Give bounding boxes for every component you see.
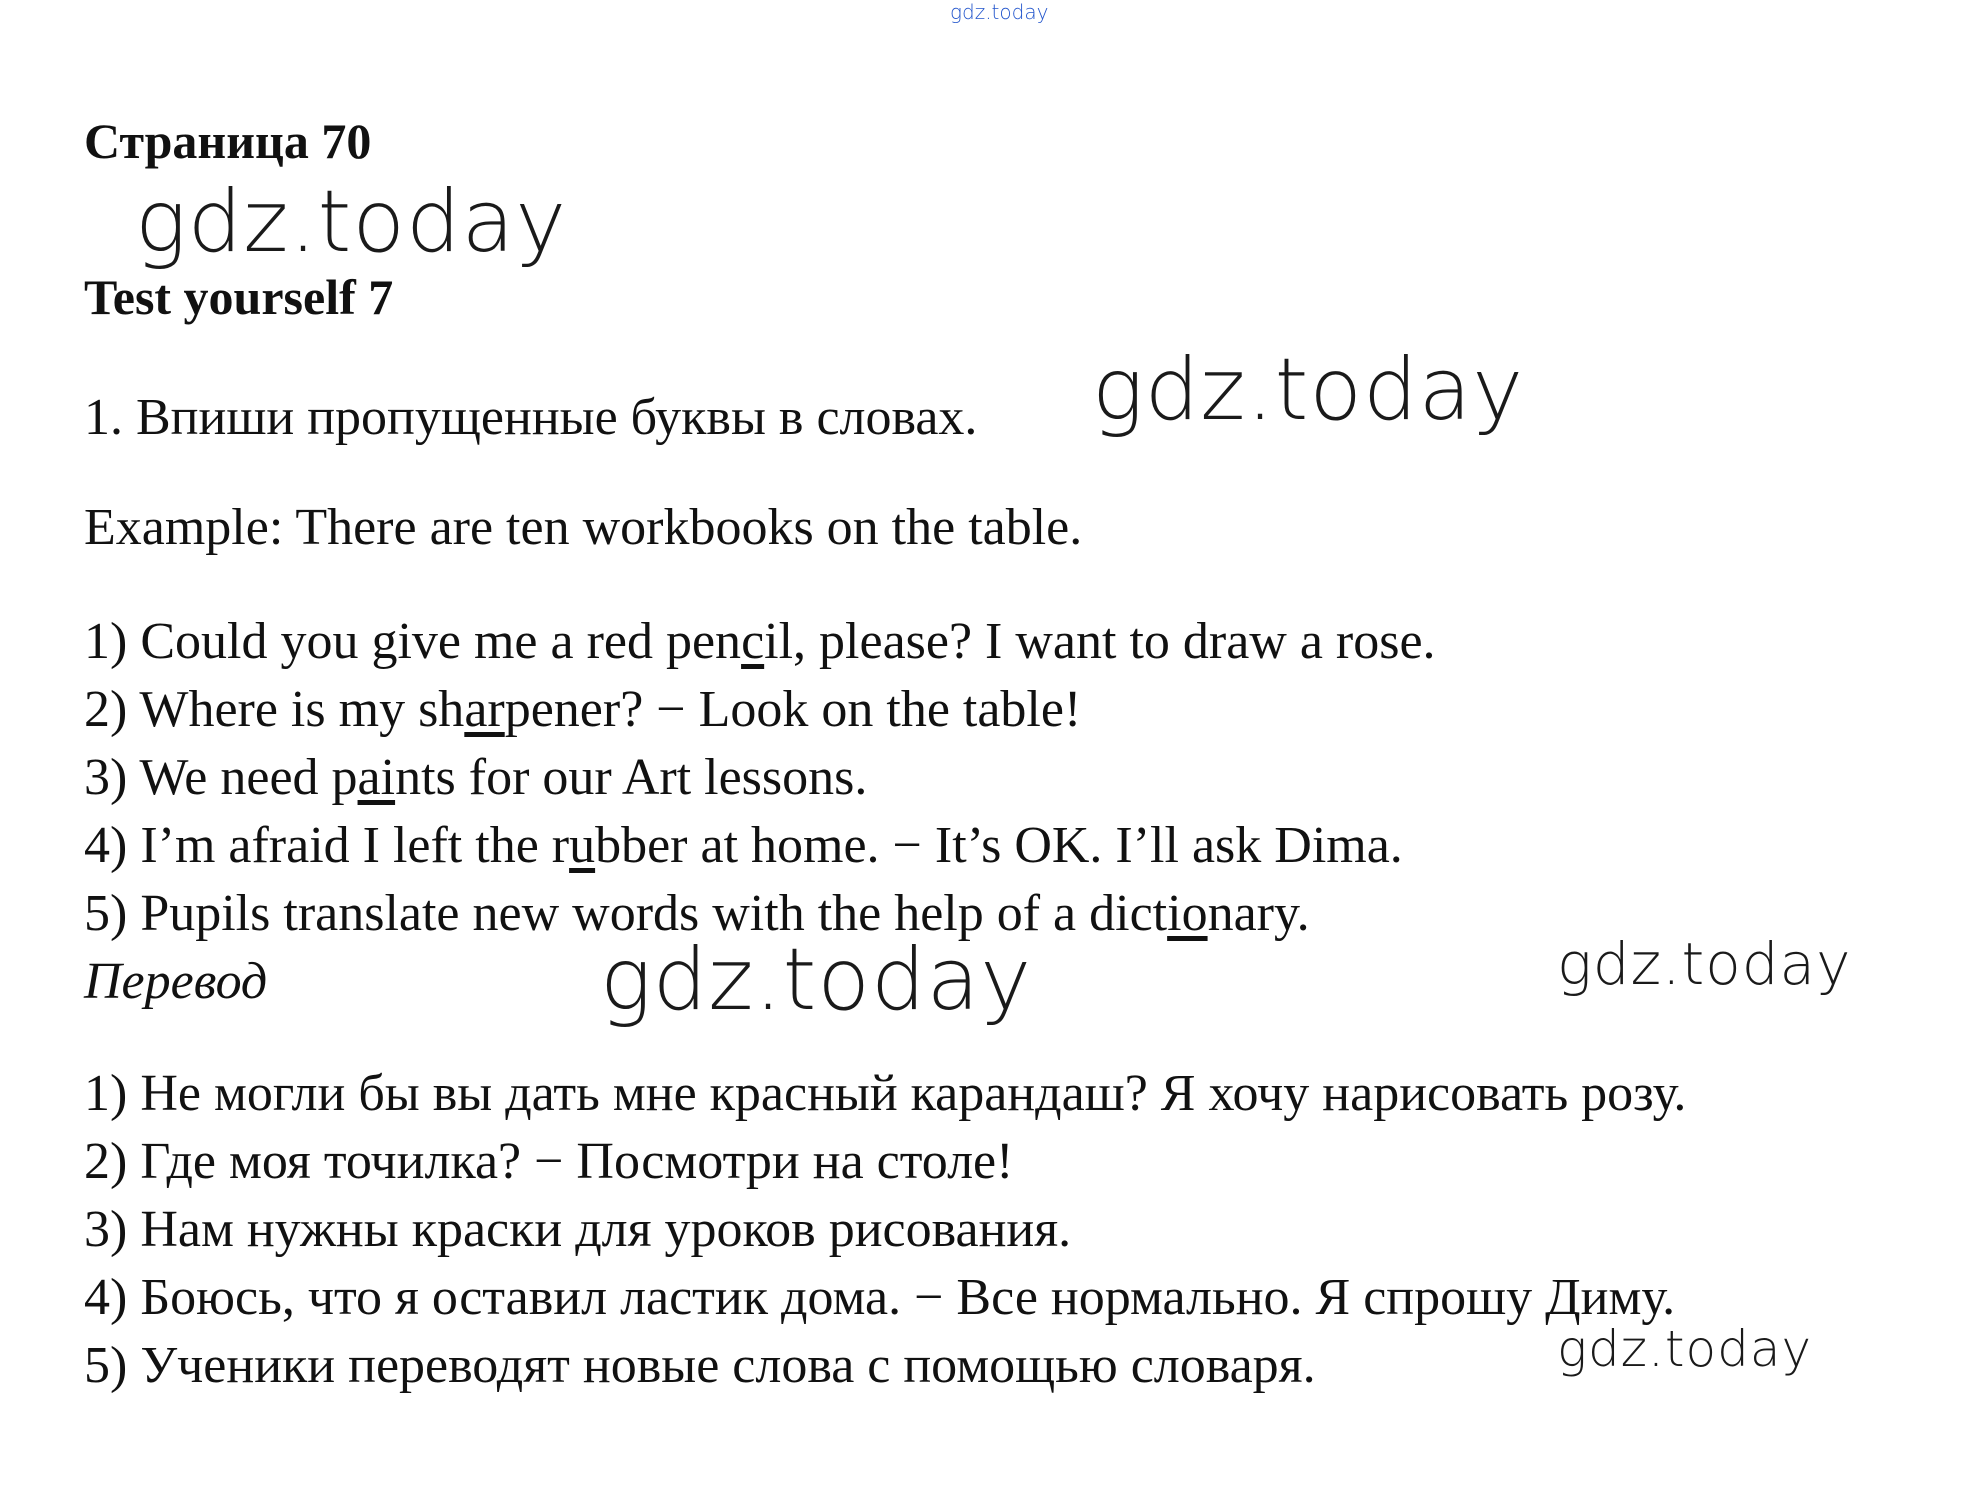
filled-gap: ai xyxy=(357,749,396,806)
sentence-text: 4) I’m afraid I left the r xyxy=(84,817,570,874)
filled-gap: u xyxy=(569,817,596,874)
exercise-sentence-1 xyxy=(84,613,1436,670)
page-title: Страница 70 xyxy=(84,113,372,169)
filled-gap: io xyxy=(1167,885,1208,942)
watermark: gdz.today xyxy=(600,930,1033,1030)
sentence-text: 5) Pupils translate new words with the help of a dict xyxy=(84,885,1168,942)
watermark: gdz.today xyxy=(135,172,568,272)
translation-line-3: 3) Нам нужны краски для уроков рисования. xyxy=(84,1201,1072,1258)
sentence-text: il, please? I want to draw a rose. xyxy=(764,613,1436,670)
exercise-sentence-3 xyxy=(84,749,868,806)
watermark-top: gdz.today xyxy=(950,0,1049,24)
sentence-text: 3) We need p xyxy=(84,749,358,806)
watermark: gdz.today xyxy=(1557,1320,1813,1378)
translation-label: Перевод xyxy=(84,953,268,1010)
exercise-sentence-4 xyxy=(84,817,1403,874)
exercise-sentence-2 xyxy=(84,681,1082,738)
sentence-text: nary. xyxy=(1207,885,1310,942)
translation-line-2: 2) Где моя точилка? − Посмотри на столе! xyxy=(84,1133,1014,1190)
watermark: gdz.today xyxy=(1092,340,1525,440)
translation-line-5: 5) Ученики переводят новые слова с помощью словаря. xyxy=(84,1337,1316,1394)
sentence-text: bber at home. − It’s OK. I’ll ask Dima. xyxy=(595,817,1403,874)
section-title: Test yourself 7 xyxy=(84,269,394,325)
sentence-text: 1) Could you give me a red pen xyxy=(84,613,742,670)
translation-line-1: 1) Не могли бы вы дать мне красный карандаш? Я хочу нарисовать розу. xyxy=(84,1065,1687,1122)
watermark: gdz.today xyxy=(1557,930,1852,998)
sentence-text: 2) Where is my sh xyxy=(84,681,465,738)
example-sentence: Example: There are ten workbooks on the table. xyxy=(84,499,1083,556)
sentence-text: nts for our Art lessons. xyxy=(395,749,868,806)
filled-gap: ar xyxy=(464,681,505,738)
filled-gap: c xyxy=(741,613,765,670)
task-instruction: 1. Впиши пропущенные буквы в словах. xyxy=(84,389,978,446)
translation-line-4: 4) Боюсь, что я оставил ластик дома. − Все нормально. Я спрошу Диму. xyxy=(84,1269,1676,1326)
sentence-text: pener? − Look on the table! xyxy=(504,681,1082,738)
